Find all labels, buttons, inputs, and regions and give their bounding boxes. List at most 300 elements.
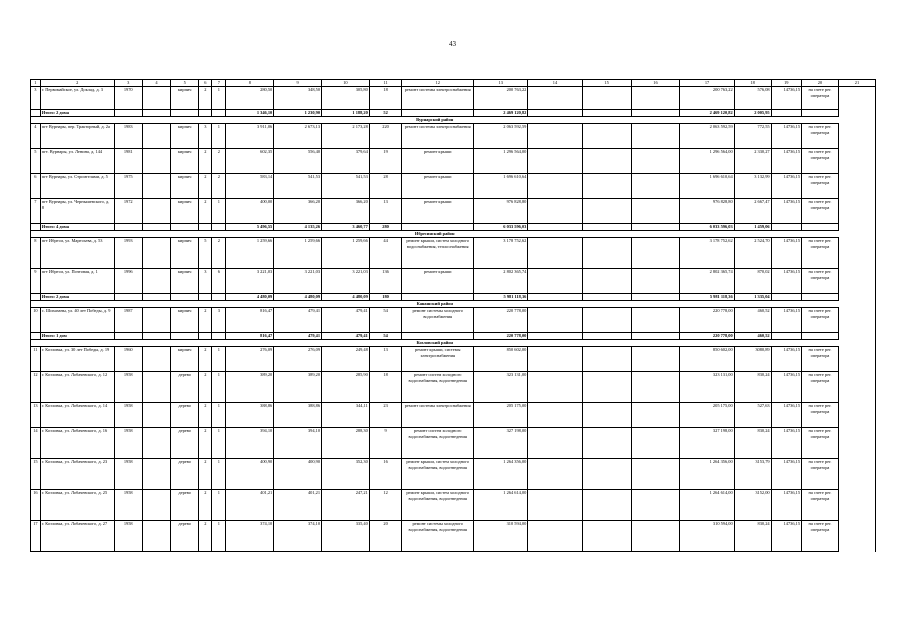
table-cell: на счете рег. оператора <box>802 347 839 372</box>
table-cell <box>838 340 875 347</box>
table-cell <box>582 269 631 294</box>
table-cell: 1 <box>212 490 226 521</box>
table-cell: 1958 <box>114 428 142 459</box>
table-cell: 12 <box>31 372 41 403</box>
table-cell: 249,48 <box>322 347 370 372</box>
table-cell: 1958 <box>114 490 142 521</box>
table-cell <box>142 521 170 552</box>
table-cell <box>582 347 631 372</box>
table-cell: пгт Ибреси, ул. Почтовая, д. 1 <box>40 269 114 294</box>
table-cell <box>528 521 582 552</box>
table-cell: 18 <box>369 87 402 110</box>
table-cell: 14736,15 <box>771 238 801 269</box>
table-cell <box>838 521 875 552</box>
table-cell: 2 <box>212 174 226 199</box>
table-cell: 3 221,03 <box>322 269 370 294</box>
table-cell: 3153,79 <box>734 459 771 490</box>
table-cell: 1981 <box>114 149 142 174</box>
subtotal-cell <box>212 294 226 301</box>
subtotal-cell <box>212 333 226 340</box>
table-cell: 2 <box>199 308 212 333</box>
table-cell <box>631 87 680 110</box>
table-cell: 2 <box>199 403 212 428</box>
table-cell <box>142 199 170 224</box>
table-cell <box>631 149 680 174</box>
table-cell: дерево <box>171 428 199 459</box>
table-cell: 8 <box>31 238 41 269</box>
subtotal-cell: 2 469 120,82 <box>680 110 734 117</box>
subtotal-cell <box>402 294 474 301</box>
subtotal-cell: 1 230,90 <box>274 110 322 117</box>
table-cell: ремонт крыши <box>402 199 474 224</box>
table-row <box>31 372 876 403</box>
table-cell: 830,24 <box>734 428 771 459</box>
table-cell <box>528 269 582 294</box>
subtotal-cell <box>402 224 474 231</box>
table-cell: 527,63 <box>734 403 771 428</box>
table-cell: 14 <box>31 428 41 459</box>
table-cell: 2 <box>199 199 212 224</box>
subtotal-cell <box>199 224 212 231</box>
table-cell: 13 <box>31 403 41 428</box>
table-row <box>31 199 876 224</box>
subtotal-cell <box>802 110 839 117</box>
subtotal-cell: 52 <box>369 110 402 117</box>
table-cell: 3 221,03 <box>226 269 274 294</box>
subtotal-cell <box>171 333 199 340</box>
table-cell: 18 <box>369 372 402 403</box>
table-cell: 136 <box>369 269 402 294</box>
table-cell: 2 667,47 <box>734 199 771 224</box>
table-cell: 220 778,00 <box>680 308 734 333</box>
table-cell: кирпич <box>171 149 199 174</box>
column-number-cell: 5 <box>171 80 199 87</box>
table-cell <box>838 301 875 308</box>
table-cell <box>631 347 680 372</box>
table-cell: 5 <box>31 149 41 174</box>
table-cell: пгт Вурнары, ул. Строителями, д. 5 <box>40 174 114 199</box>
table-cell <box>528 372 582 403</box>
table-cell: г. Козловка, ул. Лобачевского, д. 14 <box>40 403 114 428</box>
table-cell <box>142 149 170 174</box>
table-cell: 2 <box>199 372 212 403</box>
table-cell: 13 <box>369 199 402 224</box>
subtotal-cell <box>142 110 170 117</box>
subtotal-cell: Итого: 4 дома <box>40 224 114 231</box>
subtotal-cell <box>771 110 801 117</box>
subtotal-cell <box>582 110 631 117</box>
subtotal-cell <box>631 110 680 117</box>
table-cell: 14736,15 <box>771 149 801 174</box>
table-cell: 9 <box>31 269 41 294</box>
table-cell <box>142 308 170 333</box>
table-cell: 310 594,00 <box>474 521 528 552</box>
table-cell <box>838 428 875 459</box>
table-cell: 1 <box>212 347 226 372</box>
table-cell: 17 <box>31 521 41 552</box>
table-cell <box>582 490 631 521</box>
table-cell: 1972 <box>114 199 142 224</box>
table-cell: 1 <box>212 124 226 149</box>
table-cell: ремонт крыши, систем холодного водоснабжения, водоотведения <box>402 459 474 490</box>
table-cell <box>528 347 582 372</box>
table-cell <box>142 87 170 110</box>
table-cell: 3 <box>212 308 226 333</box>
table-cell: на счете рег. оператора <box>802 174 839 199</box>
table-cell: г. Козловка, ул. Лобачевского, д. 27 <box>40 521 114 552</box>
table-cell <box>528 459 582 490</box>
table-cell: 2 <box>199 174 212 199</box>
subtotal-cell: 4 480,09 <box>274 294 322 301</box>
repair-register-table <box>30 79 876 552</box>
table-cell <box>142 238 170 269</box>
table-cell: 394,10 <box>274 428 322 459</box>
subtotal-cell: 6 033 596,03 <box>474 224 528 231</box>
subtotal-cell <box>212 110 226 117</box>
table-cell <box>528 490 582 521</box>
table-cell: 1 296 564,00 <box>474 149 528 174</box>
subtotal-cell <box>838 224 875 231</box>
table-cell <box>582 199 631 224</box>
table-row <box>31 347 876 372</box>
table-cell: 14736,15 <box>771 347 801 372</box>
column-number-row <box>31 80 876 87</box>
table-cell: 772,55 <box>734 124 771 149</box>
district-row <box>31 231 876 238</box>
table-cell: ремонт системы холодного водоснабжения <box>402 308 474 333</box>
table-cell: 14736,15 <box>771 428 801 459</box>
column-number-cell: 15 <box>582 80 631 87</box>
column-number-cell: 4 <box>142 80 170 87</box>
table-cell <box>142 490 170 521</box>
column-number-cell: 10 <box>322 80 370 87</box>
table-cell <box>631 372 680 403</box>
table-cell: 1 259,66 <box>322 238 370 269</box>
table-cell: пгт Ибреси, ул. Маресьева, д. 53 <box>40 238 114 269</box>
table-cell: 6 <box>212 269 226 294</box>
table-cell: 335,40 <box>322 521 370 552</box>
table-cell: на счете рег. оператора <box>802 521 839 552</box>
table-row <box>31 403 876 428</box>
table-cell: 1 259,66 <box>274 238 322 269</box>
table-cell: 205 175,00 <box>680 403 734 428</box>
table-cell: 285,90 <box>322 372 370 403</box>
table-cell: на счете рег. оператора <box>802 308 839 333</box>
table-cell: 1993 <box>114 238 142 269</box>
table-cell: ремонт системы электроснабжения <box>402 124 474 149</box>
table-cell <box>838 459 875 490</box>
table-cell <box>838 490 875 521</box>
table-cell: 9 <box>369 428 402 459</box>
table-cell <box>838 149 875 174</box>
table-cell <box>838 87 875 110</box>
subtotal-cell: Итого: 2 дома <box>40 110 114 117</box>
table-cell <box>528 124 582 149</box>
column-number-cell: 7 <box>212 80 226 87</box>
table-cell <box>838 199 875 224</box>
table-cell <box>582 124 631 149</box>
table-cell: 850 602,00 <box>680 347 734 372</box>
table-cell: 14736,15 <box>771 490 801 521</box>
table-cell <box>631 490 680 521</box>
table-cell: 401,21 <box>274 490 322 521</box>
table-cell <box>631 308 680 333</box>
table-cell: 14736,15 <box>771 459 801 490</box>
column-number-cell: 19 <box>771 80 801 87</box>
table-cell: на счете рег. оператора <box>802 199 839 224</box>
subtotal-cell <box>171 110 199 117</box>
table-cell <box>631 521 680 552</box>
table-cell: ремонт крыши <box>402 269 474 294</box>
column-number-cell: 1 <box>31 80 41 87</box>
table-cell: кирпич <box>171 308 199 333</box>
subtotal-cell: 3 460,77 <box>322 224 370 231</box>
subtotal-cell: 5 981 118,36 <box>680 294 734 301</box>
table-cell: 830,24 <box>734 372 771 403</box>
table-cell: пгт. Вурнары, ул. Ленина, д. 144 <box>40 149 114 174</box>
table-cell <box>142 428 170 459</box>
table-cell: дерево <box>171 490 199 521</box>
table-cell <box>582 521 631 552</box>
subtotal-cell <box>838 294 875 301</box>
table-cell: 348,50 <box>274 87 322 110</box>
table-cell: на счете рег. оператора <box>802 490 839 521</box>
subtotal-cell: 479,41 <box>322 333 370 340</box>
table-cell: на счете рег. оператора <box>802 428 839 459</box>
subtotal-cell: 1 459,06 <box>734 224 771 231</box>
subtotal-cell: 220 778,00 <box>680 333 734 340</box>
column-number-cell: 3 <box>114 80 142 87</box>
subtotal-cell: 280 <box>369 224 402 231</box>
district-name: Ибресинский район <box>31 231 839 238</box>
table-cell: 2 <box>199 490 212 521</box>
subtotal-cell <box>114 333 142 340</box>
table-cell: пгт Вурнары, пер. Тракторный, д. 2а <box>40 124 114 149</box>
table-cell: 1 264 614,00 <box>474 490 528 521</box>
table-cell: 14736,15 <box>771 87 801 110</box>
subtotal-cell <box>631 224 680 231</box>
table-cell: 7 <box>31 199 41 224</box>
table-cell: 870,02 <box>734 269 771 294</box>
table-cell <box>582 308 631 333</box>
table-cell <box>582 403 631 428</box>
subtotal-cell <box>402 110 474 117</box>
table-cell: 602,35 <box>226 149 274 174</box>
table-cell <box>838 238 875 269</box>
district-row <box>31 340 876 347</box>
table-cell: на счете рег. оператора <box>802 149 839 174</box>
table-cell: ремонт крыши <box>402 149 474 174</box>
subtotal-cell <box>528 110 582 117</box>
subtotal-cell <box>802 224 839 231</box>
table-cell <box>582 238 631 269</box>
table-cell: 2 802 365,74 <box>680 269 734 294</box>
table-cell <box>528 87 582 110</box>
table-cell <box>142 347 170 372</box>
subtotal-cell <box>631 294 680 301</box>
subtotal-row <box>31 110 876 117</box>
subtotal-cell <box>771 294 801 301</box>
table-cell: 200 763,22 <box>474 87 528 110</box>
table-cell: 327 198,00 <box>474 428 528 459</box>
table-cell <box>142 459 170 490</box>
table-cell: 310 594,00 <box>680 521 734 552</box>
subtotal-cell <box>31 333 41 340</box>
subtotal-cell: 5 496,55 <box>226 224 274 231</box>
table-cell: 2 524,70 <box>734 238 771 269</box>
page-number: 43 <box>449 40 456 48</box>
table-cell: 2 <box>212 238 226 269</box>
table-row <box>31 308 876 333</box>
subtotal-cell: 2 469 120,82 <box>474 110 528 117</box>
table-cell: 14736,15 <box>771 174 801 199</box>
subtotal-cell <box>114 294 142 301</box>
table-cell: 1 696 610,64 <box>474 174 528 199</box>
table-cell: 1958 <box>114 459 142 490</box>
table-cell <box>631 174 680 199</box>
table-cell <box>528 149 582 174</box>
table-cell: 16 <box>31 490 41 521</box>
table-cell: 1 <box>212 521 226 552</box>
table-row <box>31 490 876 521</box>
table-cell: 20 <box>369 521 402 552</box>
table-cell: г. Козловка, ул. Лобачевского, д. 23 <box>40 459 114 490</box>
table-cell: 1 <box>212 87 226 110</box>
table-cell: 14736,15 <box>771 372 801 403</box>
table-cell: 1 264 614,00 <box>680 490 734 521</box>
table-cell <box>631 428 680 459</box>
table-cell: 3152,00 <box>734 490 771 521</box>
table-cell: 11 <box>31 347 41 372</box>
table-cell: 1 259,66 <box>226 238 274 269</box>
table-cell: 830,24 <box>734 521 771 552</box>
table-cell: 54 <box>369 308 402 333</box>
subtotal-cell <box>171 224 199 231</box>
table-cell: 2 063 592,59 <box>474 124 528 149</box>
column-number-cell: 14 <box>528 80 582 87</box>
subtotal-cell <box>31 294 41 301</box>
subtotal-cell <box>199 294 212 301</box>
table-cell: 394,10 <box>226 428 274 459</box>
table-cell: 305,80 <box>322 87 370 110</box>
table-row <box>31 174 876 199</box>
table-cell: пгт Вурнары, ул. Чернышевского, д. 8 <box>40 199 114 224</box>
subtotal-cell <box>142 294 170 301</box>
table-cell <box>582 174 631 199</box>
subtotal-cell <box>631 333 680 340</box>
table-cell: 1987 <box>114 308 142 333</box>
table-cell: 1 <box>212 428 226 459</box>
table-cell: на счете рег. оператора <box>802 403 839 428</box>
table-cell: 479,41 <box>274 308 322 333</box>
district-row <box>31 301 876 308</box>
table-cell: 14736,15 <box>771 308 801 333</box>
subtotal-cell <box>31 110 41 117</box>
table-row <box>31 87 876 110</box>
table-cell: г. Первомайское, ул. Доклад, д. 3 <box>40 87 114 110</box>
table-cell: 14736,15 <box>771 124 801 149</box>
table-cell: ремонт крыши, систем холодного водоснабжения, водоотведения <box>402 490 474 521</box>
table-cell: ремонт системы холодного водоснабжения, водоотведения <box>402 521 474 552</box>
table-cell: 366,20 <box>274 199 322 224</box>
subtotal-cell: 479,41 <box>274 333 322 340</box>
subtotal-cell <box>402 333 474 340</box>
subtotal-cell: Итого: 1 дом <box>40 333 114 340</box>
table-cell: 1 264 356,00 <box>474 459 528 490</box>
subtotal-cell: 54 <box>369 333 402 340</box>
district-name: Вурнарский район <box>31 117 839 124</box>
table-cell: 400,90 <box>226 459 274 490</box>
table-cell: на счете рег. оператора <box>802 372 839 403</box>
table-cell: 1958 <box>114 403 142 428</box>
subtotal-cell: Итого: 2 дома <box>40 294 114 301</box>
table-cell: 1996 <box>114 269 142 294</box>
table-cell: 5 <box>199 238 212 269</box>
district-name: Канашский район <box>31 301 839 308</box>
column-number-cell: 8 <box>226 80 274 87</box>
table-cell: 2 <box>199 428 212 459</box>
subtotal-cell <box>114 110 142 117</box>
table-cell: 13 <box>369 347 402 372</box>
table-cell: 12 <box>369 490 402 521</box>
table-cell: 3080,89 <box>734 347 771 372</box>
table-cell: ремонт крыши, системы электроснабжения <box>402 347 474 372</box>
table-cell: кирпич <box>171 124 199 149</box>
table-cell <box>142 269 170 294</box>
table-cell: 379,64 <box>322 149 370 174</box>
district-name: Козловский район <box>31 340 839 347</box>
table-cell: кирпич <box>171 347 199 372</box>
table-cell: на счете рег. оператора <box>802 87 839 110</box>
table-cell: 541,53 <box>274 174 322 199</box>
subtotal-cell <box>582 294 631 301</box>
subtotal-row <box>31 294 876 301</box>
table-cell <box>528 238 582 269</box>
table-cell: 460,52 <box>734 308 771 333</box>
table-cell: ремонт крыши, систем холодного водоснабжения, теплоснабжения <box>402 238 474 269</box>
table-cell: кирпич <box>171 174 199 199</box>
table-cell: 1 296 564,00 <box>680 149 734 174</box>
table-cell <box>528 174 582 199</box>
subtotal-cell <box>771 333 801 340</box>
table-cell: 388,86 <box>226 403 274 428</box>
subtotal-cell: 4 480,09 <box>322 294 370 301</box>
subtotal-cell: 4 480,09 <box>226 294 274 301</box>
table-cell: 976 828,80 <box>680 199 734 224</box>
table-cell: ремонт системы электроснабжения <box>402 87 474 110</box>
column-number-cell: 16 <box>631 80 680 87</box>
table-cell: 1975 <box>114 174 142 199</box>
table-body <box>31 80 876 552</box>
subtotal-cell <box>528 294 582 301</box>
table-cell <box>631 459 680 490</box>
table-cell: 2 673,13 <box>274 124 322 149</box>
table-cell: 850 602,00 <box>474 347 528 372</box>
column-number-cell: 18 <box>734 80 771 87</box>
table-cell: 14736,15 <box>771 199 801 224</box>
subtotal-cell: 5 981 118,36 <box>474 294 528 301</box>
table-cell: ремонт систем холодного водоснабжения, водоотведения <box>402 428 474 459</box>
table-cell: 200 763,22 <box>680 87 734 110</box>
table-cell: кирпич <box>171 87 199 110</box>
column-number-cell: 2 <box>40 80 114 87</box>
table-cell: ремонт систем холодного водоснабжения, водоотведения <box>402 372 474 403</box>
table-cell: 276,09 <box>226 347 274 372</box>
table-cell: на счете рег. оператора <box>802 238 839 269</box>
table-cell: 2 802 365,74 <box>474 269 528 294</box>
table-cell <box>838 403 875 428</box>
subtotal-cell <box>582 333 631 340</box>
